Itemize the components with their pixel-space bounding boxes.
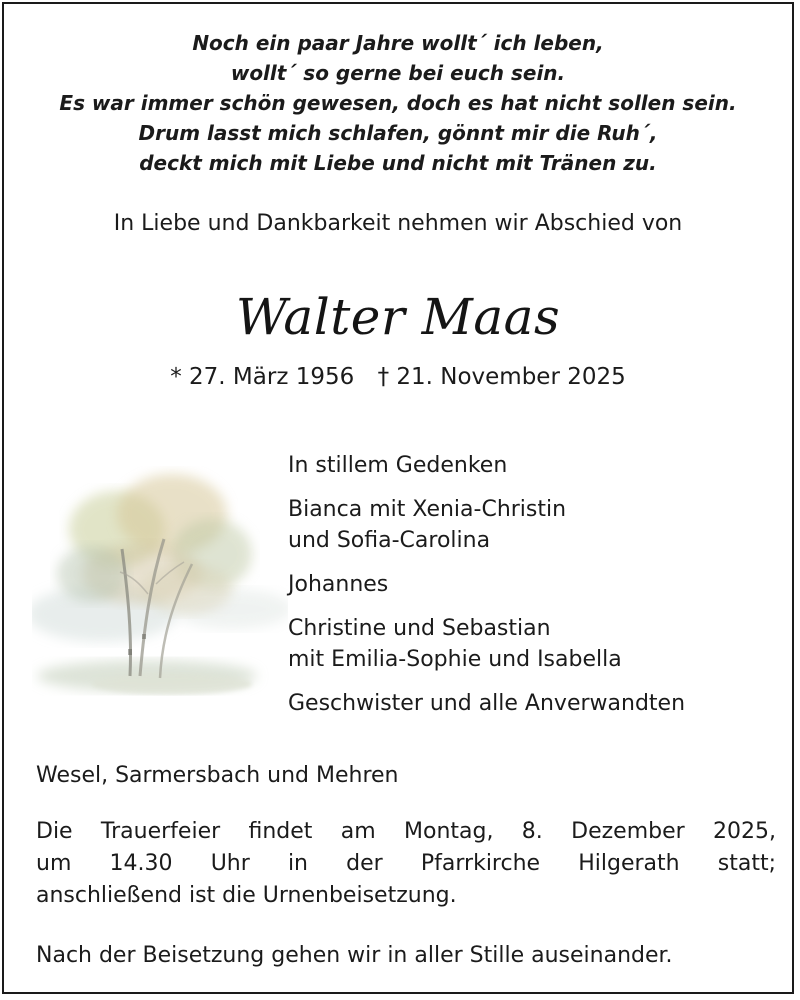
places-line: Wesel, Sarmersbach und Mehren (36, 763, 399, 788)
mourners-heading: In stillem Gedenken (288, 453, 508, 478)
mourner-line: Bianca mit Xenia-Christin (288, 497, 567, 522)
poem-line: Noch ein paar Jahre wollt´ ich leben, (192, 31, 604, 55)
mourner-line: Geschwister und alle Anverwandten (288, 691, 686, 716)
life-dates (4, 360, 792, 394)
intro-text: In Liebe und Dankbarkeit nehmen wir Abschied von (113, 211, 683, 236)
obituary-notice (2, 2, 794, 994)
birth-date: * 27. März 1956 (170, 364, 355, 390)
deceased-name: Walter Maas (235, 288, 561, 346)
mourners-heading-group (288, 450, 788, 481)
ceremony-line: Die Trauerfeier findet am Montag, 8. Dezember 2025, (36, 819, 776, 844)
poem-line: Es war immer schön gewesen, doch es hat nicht sollen sein. (59, 91, 737, 115)
ceremony-line: anschließend ist die Urnenbeisetzung. (36, 883, 457, 908)
mourner-group (288, 688, 788, 719)
poem-line: Drum lasst mich schlafen, gönnt mir die Ruh´, (138, 121, 658, 145)
poem-line: wollt´ so gerne bei euch sein. (230, 61, 566, 85)
mourner-group (288, 613, 788, 675)
ceremony-line: um 14.30 Uhr in der Pfarrkirche Hilgerath statt; (36, 851, 776, 876)
death-date: † 21. November 2025 (377, 364, 626, 390)
mourner-line: Johannes (288, 572, 389, 597)
mourner-line: mit Emilia-Sophie und Isabella (288, 647, 622, 672)
mourner-group (288, 494, 788, 556)
farewell-text: Nach der Beisetzung gehen wir in aller Stille auseinander. (36, 943, 673, 968)
ceremony-info (36, 816, 776, 912)
birch-trees-watercolor-icon (32, 444, 288, 720)
poem (4, 28, 792, 178)
poem-line: deckt mich mit Liebe und nicht mit Tränen zu. (139, 151, 657, 175)
mourner-line: und Sofia-Carolina (288, 528, 491, 553)
mourner-line: Christine und Sebastian (288, 616, 551, 641)
mourners-list (288, 450, 788, 732)
mourner-group (288, 569, 788, 600)
